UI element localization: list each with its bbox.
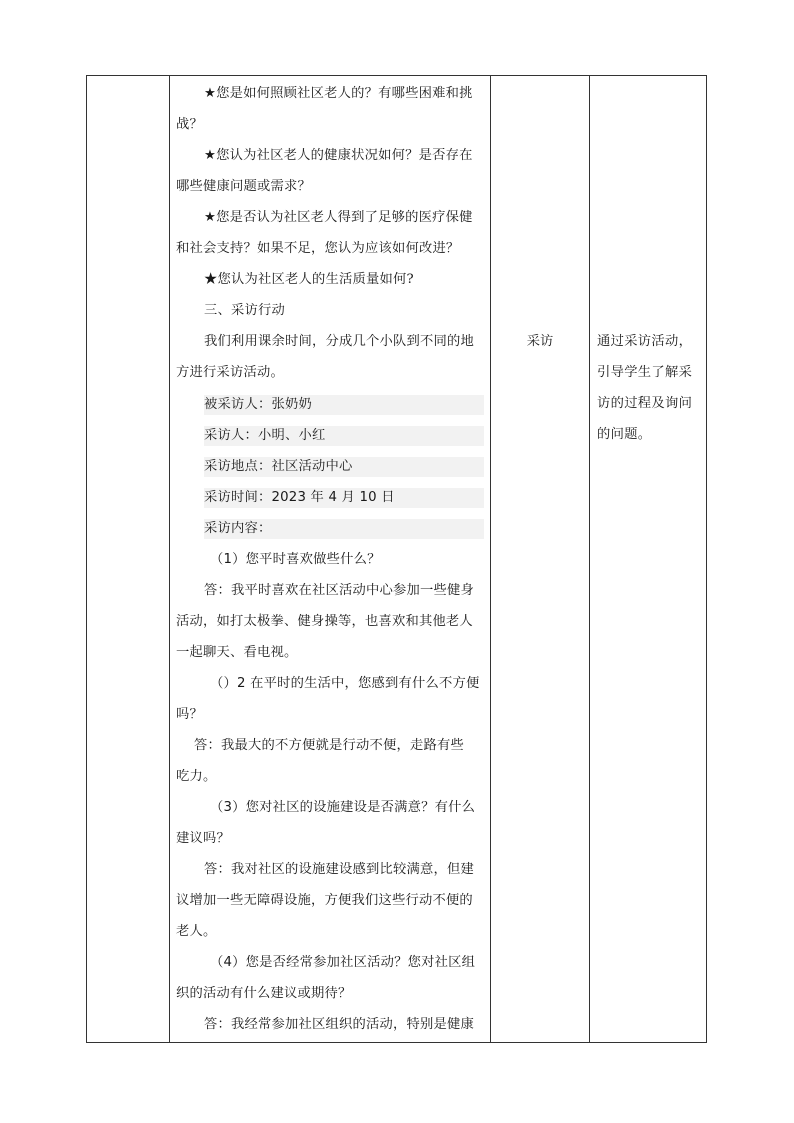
question-line: 战？ <box>176 117 203 132</box>
interview-answer: 吃力。 <box>176 769 217 784</box>
interview-question: （1）您平时喜欢做些什么？ <box>210 552 381 567</box>
question-line: 和社会支持？如果不足，您认为应该如何改进？ <box>176 241 460 256</box>
interview-question: （3）您对社区的设施建设是否满意？有什么 <box>210 800 476 815</box>
question-line: 哪些健康问题或需求？ <box>176 179 311 194</box>
interview-answer: 答：我经常参加社区组织的活动，特别是健康 <box>204 1017 474 1032</box>
paragraph-line: 方进行采访活动。 <box>176 365 284 380</box>
intent-line: 引导学生了解采 <box>597 365 693 380</box>
interviewee-line: 被采访人：张奶奶 <box>204 395 484 415</box>
interview-question: 建议吗？ <box>176 831 230 846</box>
intent-column <box>590 76 707 1042</box>
interview-answer: 答：我最大的不方便就是行动不便，走路有些 <box>194 738 464 753</box>
method-label: 采访 <box>526 334 554 349</box>
content-label: 采访内容： <box>204 519 484 539</box>
interview-question: 织的活动有什么建议或期待？ <box>176 986 352 1001</box>
interview-answer: 答：我平时喜欢在社区活动中心参加一些健身 <box>204 583 474 598</box>
intent-line: 通过采访活动， <box>597 334 693 349</box>
date-line: 采访时间：2023 年 4 月 10 日 <box>204 488 484 508</box>
method-column <box>491 76 589 1042</box>
interview-question: （4）您是否经常参加社区活动？您对社区组 <box>210 955 476 970</box>
location-line: 采访地点：社区活动中心 <box>204 457 484 477</box>
interview-question: 吗？ <box>176 707 203 722</box>
interview-answer: 活动，如打太极拳、健身操等，也喜欢和其他老人 <box>176 614 473 629</box>
interview-question: （）2 在平时的生活中，您感到有什么不方便 <box>210 676 480 691</box>
interviewer-line: 采访人：小明、小红 <box>204 426 484 446</box>
content-column <box>170 76 490 1042</box>
question-line: ★您是如何照顾社区老人的？有哪些困难和挑 <box>204 86 473 101</box>
interview-answer: 议增加一些无障碍设施，方便我们这些行动不便的 <box>176 893 473 908</box>
lesson-table <box>86 75 707 1043</box>
interview-answer: 答：我对社区的设施建设感到比较满意，但建 <box>204 862 474 877</box>
intent-line: 访的过程及询问 <box>597 396 693 411</box>
section-heading: 三、采访行动 <box>204 303 285 318</box>
interview-answer: 一起聊天、看电视。 <box>176 645 298 660</box>
paragraph-line: 我们利用课余时间，分成几个小队到不同的地 <box>204 334 474 349</box>
intent-line: 的问题。 <box>597 427 652 442</box>
question-line: ★您认为社区老人的生活质量如何? <box>204 272 414 287</box>
question-line: ★您认为社区老人的健康状况如何？是否存在 <box>204 148 473 163</box>
interview-answer: 老人。 <box>176 924 217 939</box>
question-line: ★您是否认为社区老人得到了足够的医疗保健 <box>204 210 473 225</box>
